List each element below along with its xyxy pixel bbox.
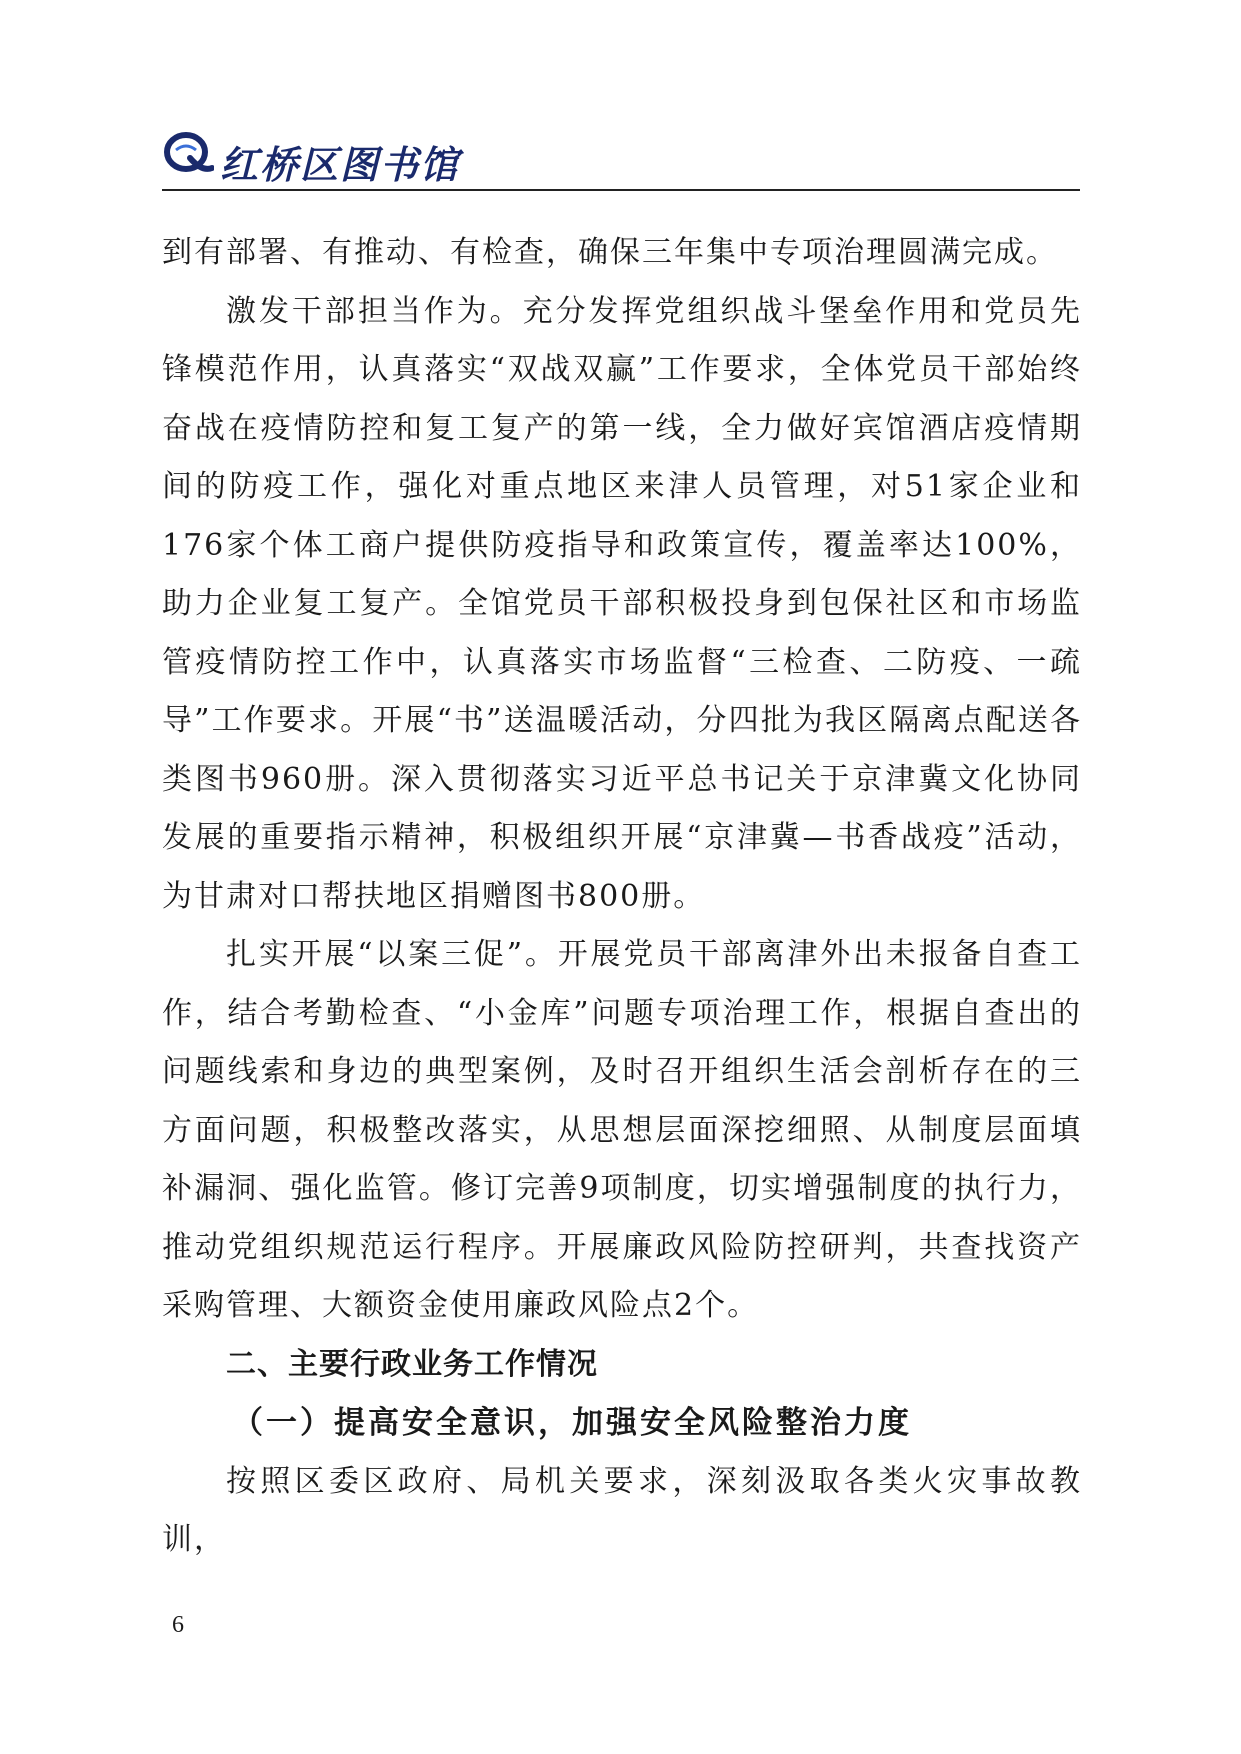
paragraph-safety: 按照区委区政府、局机关要求，深刻汲取各类火灾事故教训， (162, 1463, 1082, 1557)
page-number: 6 (172, 1612, 184, 1638)
header-rule (162, 189, 1080, 191)
paragraph-cadre: 激发干部担当作为。充分发挥党组织战斗堡垒作用和党员先锋模范作用，认真落实“双战双赢”工作要求，全体党员干部始终奋战在疫情防控和复工复产的第一线，全力做好宾馆酒店疫情期间的防疫工作，强化对重点地区来津人员管理，对51家企业和176家个体工商户提供防疫指导和政策宣传，覆盖率达100%，助力企业复工复产。全馆党员干部积极投身到包保社区和市场监管疫情防控工作中，认真落实市场监督“三检查、二防疫、一疏导”工作要求。开展“书”送温暖活动，分四批为我区隔离点配送各类图书960册。深入贯彻落实习近平总书记关于京津冀文化协同发展的重要指示精神，积极组织开展“京津冀—书香战疫”活动，为甘肃对口帮扶地区捐赠图书800册。 (162, 293, 1082, 914)
paragraph-case: 扎实开展“以案三促”。开展党员干部离津外出未报备自查工作，结合考勤检查、“小金库”问题专项治理工作，根据自查出的问题线索和身边的典型案例，及时召开组织生活会剖析存在的三方面问题，积极整改落实，从思想层面深挖细照、从制度层面填补漏洞、强化监管。修订完善9项制度，切实增强制度的执行力，推动党组织规范运行程序。开展廉政风险防控研判，共查找资产采购管理、大额资金使用廉政风险点2个。 (162, 937, 1082, 1323)
library-logo-text: 红桥区图书馆 (220, 142, 461, 187)
section-heading: 二、主要行政业务工作情况 (226, 1346, 598, 1382)
paragraph-continued: 到有部署、有推动、有检查，确保三年集中专项治理圆满完成。 (162, 235, 1058, 270)
page-header (162, 128, 1080, 188)
document-body (162, 224, 1082, 1570)
subsection-heading: （一）提高安全意识，加强安全风险整治力度 (232, 1405, 912, 1441)
library-logo-icon (162, 128, 214, 180)
